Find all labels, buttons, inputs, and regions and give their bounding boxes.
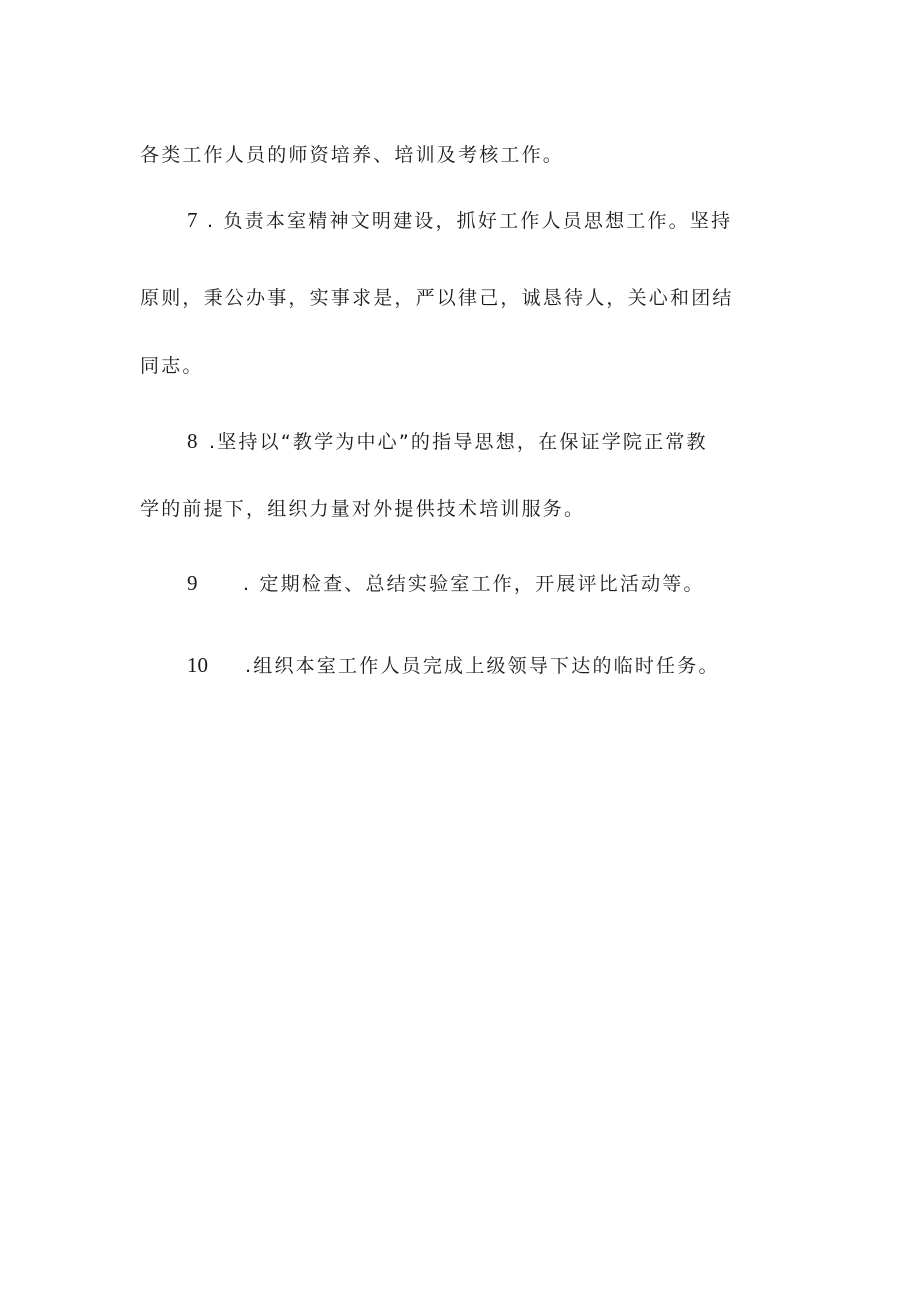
line-text: 原则，秉公办事，实事求是，严以律己，诚恳待人，关心和团结 — [140, 287, 734, 309]
item-8-first-line — [187, 427, 847, 456]
line-text: . 定期检查、总结实验室工作，开展评比活动等。 — [243, 573, 705, 595]
line-text: .坚持以“教学为中心”的指导思想，在保证学院正常教 — [209, 431, 708, 453]
line-text: 学的前提下，组织力量对外提供技术培训服务。 — [140, 498, 586, 520]
item-number: 7 — [187, 208, 198, 232]
item-10-line — [187, 651, 847, 680]
item-8-second-line — [140, 495, 800, 523]
item-number: 9 — [187, 571, 198, 595]
paragraph-6-continuation — [140, 141, 800, 169]
item-7-first-line — [187, 206, 847, 235]
line-text: 同志。 — [140, 355, 204, 377]
item-number: 10 — [187, 653, 208, 677]
item-7-third-line — [140, 352, 800, 380]
line-text: . 负责本室精神文明建设，抓好工作人员思想工作。坚持 — [207, 210, 733, 232]
item-7-second-line — [140, 284, 800, 312]
line-text: .组织本室工作人员完成上级领导下达的临时任务。 — [245, 655, 720, 677]
item-9-line — [187, 569, 847, 598]
line-text: 各类工作人员的师资培养、培训及考核工作。 — [140, 144, 565, 166]
item-number: 8 — [187, 429, 198, 453]
